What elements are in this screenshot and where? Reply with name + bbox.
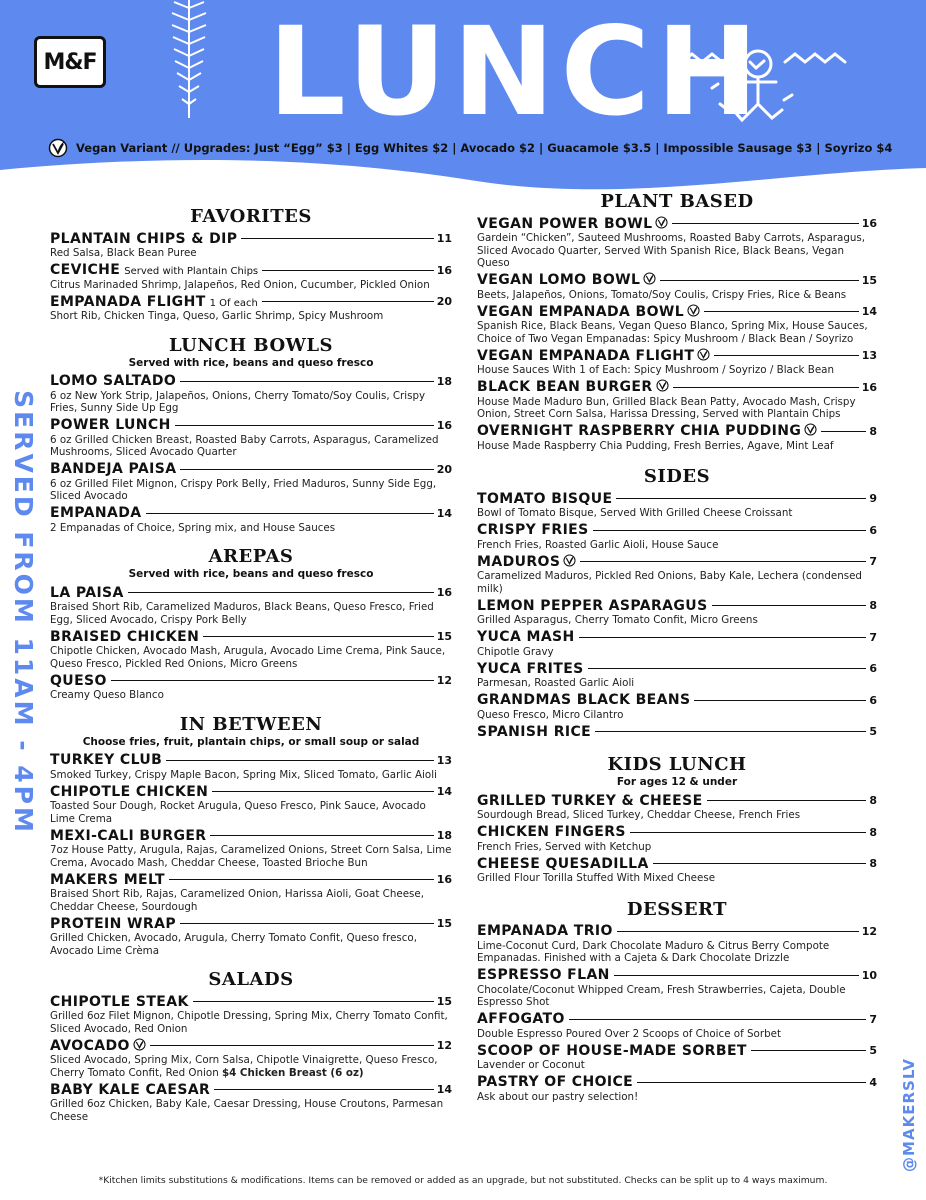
item-price: 15 bbox=[436, 630, 452, 643]
price-leader-line bbox=[569, 1019, 867, 1020]
price-leader-line bbox=[595, 731, 866, 732]
item-price: 7 bbox=[869, 1012, 877, 1026]
price-leader-line bbox=[193, 1001, 434, 1002]
item-description: House Made Maduro Bun, Grilled Black Bean Patty, Avocado Mash, Crispy Onion, Street Corn Salsa, Harissa Dressing, Served with Plantain Chips bbox=[477, 395, 856, 420]
price-leader-line bbox=[128, 592, 434, 593]
item-description: Grilled Asparagus, Cherry Tomato Confit, Micro Greens bbox=[477, 614, 758, 626]
item-description: 6 oz Grilled Filet Mignon, Crispy Pork Belly, Fried Maduros, Sunny Side Egg, Sliced Avocado bbox=[50, 477, 437, 502]
item-price: 9 bbox=[869, 492, 877, 505]
item-description: Queso Fresco, Micro Cilantro bbox=[477, 708, 624, 721]
item-name: YUCA MASH bbox=[477, 629, 575, 645]
menu-item bbox=[477, 723, 877, 740]
item-name: CHICKEN FINGERS bbox=[477, 824, 626, 840]
item-name: LEMON PEPPER ASPARAGUS bbox=[477, 597, 708, 614]
menu-section bbox=[50, 546, 452, 702]
item-price: 7 bbox=[869, 555, 877, 568]
price-leader-line bbox=[203, 636, 433, 637]
menu-item bbox=[477, 1011, 877, 1041]
item-price: 20 bbox=[436, 295, 452, 308]
item-description: Red Salsa, Black Bean Puree bbox=[50, 247, 197, 259]
menu-item bbox=[477, 855, 877, 885]
item-price: 7 bbox=[869, 630, 877, 644]
menu-item bbox=[50, 584, 452, 626]
menu-item bbox=[477, 824, 877, 854]
price-leader-line bbox=[111, 680, 434, 681]
item-description: Toasted Sour Dough, Rocket Arugula, Queso Fresco, Pink Sauce, Avocado Lime Crema bbox=[50, 800, 426, 825]
menu-item bbox=[50, 505, 452, 535]
item-description: Parmesan, Roasted Garlic Aioli bbox=[477, 677, 635, 689]
menu-section bbox=[477, 191, 877, 452]
vegan-leaf-icon bbox=[656, 379, 669, 392]
item-name: CHIPOTLE STEAK bbox=[50, 993, 189, 1010]
item-name: VEGAN POWER BOWL bbox=[477, 216, 668, 232]
item-name: TURKEY CLUB bbox=[50, 752, 163, 768]
item-description: French Fries, Served with Ketchup bbox=[477, 840, 652, 853]
menu-item bbox=[50, 915, 452, 957]
item-price: 15 bbox=[436, 995, 452, 1008]
menu-item bbox=[477, 692, 877, 722]
item-note: 1 Of each bbox=[209, 297, 258, 309]
menu-item bbox=[477, 1074, 877, 1104]
price-leader-line bbox=[660, 280, 858, 281]
price-leader-line bbox=[169, 879, 434, 880]
item-name: QUESO bbox=[50, 672, 107, 689]
page-title: LUNCH bbox=[268, 1, 765, 143]
menu-section bbox=[50, 714, 452, 958]
vegan-leaf-icon bbox=[48, 138, 68, 158]
item-description: Grilled Chicken, Avocado, Arugula, Cherry Tomato Confit, Queso fresco, Avocado Lime Crèma bbox=[50, 932, 417, 957]
menu-item bbox=[477, 490, 877, 520]
item-price: 6 bbox=[869, 662, 877, 675]
item-name: AVOCADO bbox=[50, 1038, 146, 1054]
item-description: Beets, Jalapeños, Onions, Tomato/Soy Coulis, Crispy Fries, Rice & Beans bbox=[477, 288, 847, 301]
item-price: 16 bbox=[436, 263, 452, 277]
menu-section bbox=[477, 466, 877, 740]
item-price: 12 bbox=[861, 924, 877, 938]
item-name: VEGAN EMPANADA FLIGHT bbox=[477, 348, 710, 364]
vegan-leaf-icon bbox=[655, 216, 668, 229]
menu-section bbox=[477, 899, 877, 1104]
item-name: PROTEIN WRAP bbox=[50, 915, 176, 932]
price-leader-line bbox=[614, 975, 859, 976]
item-price: 12 bbox=[436, 674, 452, 687]
section-title: SALADS bbox=[208, 969, 294, 990]
item-name: GRILLED TURKEY & CHEESE bbox=[477, 792, 703, 809]
price-leader-line bbox=[707, 800, 867, 801]
item-description: House Made Raspberry Chia Pudding, Fresh Berries, Agave, Mint Leaf bbox=[477, 439, 834, 452]
item-name: POWER LUNCH bbox=[50, 417, 171, 433]
item-price: 18 bbox=[436, 374, 452, 388]
item-name: TOMATO BISQUE bbox=[477, 490, 613, 507]
item-description: Chipotle Chicken, Avocado Mash, Arugula, Avocado Lime Crema, Pink Sauce, Queso Fresco, Pickled Red Onions, Micro Greens bbox=[50, 645, 446, 670]
price-leader-line bbox=[673, 387, 859, 388]
price-leader-line bbox=[821, 431, 866, 432]
item-name: LOMO SALTADO bbox=[50, 373, 177, 389]
menu-item bbox=[477, 1042, 877, 1072]
item-price: 8 bbox=[869, 794, 877, 807]
item-name: BRAISED CHICKEN bbox=[50, 628, 200, 645]
item-description: 6 oz Grilled Chicken Breast, Roasted Baby Carrots, Asparagus, Caramelized Mushrooms, Sliced Avocado Quarter bbox=[50, 433, 439, 458]
price-leader-line bbox=[672, 223, 858, 224]
item-name: SCOOP OF HOUSE-MADE SORBET bbox=[477, 1042, 747, 1059]
item-description: Braised Short Rib, Caramelized Maduros, Black Beans, Queso Fresco, Fried Egg, Sliced Avocado, Crispy Pork Belly bbox=[50, 601, 434, 626]
item-price: 14 bbox=[436, 1083, 452, 1096]
left-column bbox=[50, 206, 452, 1123]
item-price: 18 bbox=[436, 829, 452, 842]
menu-item bbox=[50, 752, 452, 782]
served-hours-banner bbox=[0, 390, 48, 835]
section-subtitle: Choose fries, fruit, plantain chips, or small soup or salad bbox=[82, 735, 420, 748]
item-price: 13 bbox=[436, 753, 452, 767]
item-name: MAKERS MELT bbox=[50, 871, 165, 888]
item-description: Chocolate/Coconut Whipped Cream, Fresh Strawberries, Cajeta, Double Espresso Shot bbox=[477, 983, 846, 1008]
item-price: 15 bbox=[861, 273, 877, 287]
section-subtitle: Served with rice, beans and queso fresco bbox=[128, 568, 374, 580]
item-name: LA PAISA bbox=[50, 584, 124, 601]
menu-item bbox=[477, 792, 877, 822]
menu-section bbox=[50, 969, 452, 1123]
item-price: 15 bbox=[436, 917, 452, 930]
item-price: 13 bbox=[861, 349, 877, 362]
price-leader-line bbox=[704, 311, 859, 312]
item-price: 5 bbox=[869, 725, 877, 738]
item-price: 16 bbox=[861, 380, 877, 394]
item-name: EMPANADA bbox=[50, 505, 142, 521]
section-title: AREPAS bbox=[208, 546, 294, 567]
item-name: YUCA FRITES bbox=[477, 660, 584, 677]
item-name: CHEESE QUESADILLA bbox=[477, 855, 649, 872]
section-title: DESSERT bbox=[626, 898, 728, 920]
item-price: 11 bbox=[436, 232, 452, 245]
item-description: Grilled 6oz Chicken, Baby Kale, Caesar Dressing, House Croutons, Parmesan Cheese bbox=[50, 1098, 444, 1123]
menu-item bbox=[50, 827, 452, 869]
menu-item bbox=[477, 347, 877, 377]
section-title: KIDS LUNCH bbox=[607, 754, 747, 775]
social-handle bbox=[892, 1060, 926, 1170]
section-title: SIDES bbox=[643, 466, 711, 487]
menu-item bbox=[477, 303, 877, 345]
price-leader-line bbox=[637, 1082, 866, 1083]
item-name: BANDEJA PAISA bbox=[50, 461, 177, 477]
item-price: 8 bbox=[869, 599, 877, 612]
item-description: French Fries, Roasted Garlic Aioli, House Sauce bbox=[477, 538, 719, 551]
price-leader-line bbox=[262, 301, 434, 302]
price-leader-line bbox=[180, 469, 433, 470]
item-name: CHIPOTLE CHICKEN bbox=[50, 783, 209, 800]
price-leader-line bbox=[580, 561, 866, 562]
menu-section bbox=[50, 206, 452, 323]
upgrades-text: Vegan Variant // Upgrades: Just “Egg” $3 | Egg Whites $2 | Avocado $2 | Guacamole $3.5 | Impossible Sausage $3 | Soyrizo $4 bbox=[76, 141, 893, 155]
item-name: SPANISH RICE bbox=[477, 723, 592, 740]
price-leader-line bbox=[210, 835, 433, 836]
item-price: 14 bbox=[861, 305, 877, 318]
item-price: 4 bbox=[869, 1075, 877, 1089]
menu-header bbox=[0, 0, 926, 205]
price-leader-line bbox=[241, 238, 433, 239]
menu-item bbox=[477, 553, 877, 595]
item-name: EMPANADA TRIO bbox=[477, 923, 613, 939]
item-price: 16 bbox=[861, 217, 877, 230]
price-leader-line bbox=[579, 637, 867, 638]
price-leader-line bbox=[694, 700, 866, 701]
price-leader-line bbox=[214, 1089, 433, 1090]
item-price: 6 bbox=[869, 693, 877, 707]
section-title: FAVORITES bbox=[190, 206, 312, 227]
item-price: 14 bbox=[436, 785, 452, 798]
item-name: VEGAN EMPANADA BOWL bbox=[477, 304, 700, 320]
item-name: BABY KALE CAESAR bbox=[50, 1081, 211, 1098]
item-name: VEGAN LOMO BOWL bbox=[477, 272, 656, 288]
item-description: House Sauces With 1 of Each: Spicy Mushroom / Soyrizo / Black Bean bbox=[477, 364, 834, 376]
vegan-leaf-icon bbox=[133, 1038, 146, 1051]
item-price: 5 bbox=[869, 1044, 877, 1057]
menu-item bbox=[477, 967, 877, 1009]
item-name: GRANDMAS BLACK BEANS bbox=[477, 692, 691, 708]
item-description: Creamy Queso Blanco bbox=[50, 689, 164, 701]
menu-item bbox=[50, 1037, 452, 1079]
item-description: Double Espresso Poured Over 2 Scoops of Choice of Sorbet bbox=[477, 1027, 781, 1040]
price-leader-line bbox=[617, 931, 859, 932]
item-price: 16 bbox=[436, 873, 452, 886]
price-leader-line bbox=[714, 355, 858, 356]
item-name: CEVICHE Served with Plantain Chips bbox=[50, 262, 259, 278]
menu-item bbox=[477, 379, 877, 421]
menu-item bbox=[477, 423, 877, 453]
item-note: Served with Plantain Chips bbox=[124, 266, 259, 277]
item-description: Sourdough Bread, Sliced Turkey, Cheddar Cheese, French Fries bbox=[477, 809, 801, 821]
vegan-leaf-icon bbox=[563, 554, 576, 567]
item-description: Spanish Rice, Black Beans, Vegan Queso Blanco, Spring Mix, House Sauces, Choice of Two Vegan Empanadas: Spicy Mushroom / Black Bean / Soyrizo bbox=[477, 320, 868, 345]
menu-item bbox=[477, 597, 877, 627]
item-name: OVERNIGHT RASPBERRY CHIA PUDDING bbox=[477, 423, 817, 439]
menu-item bbox=[50, 993, 452, 1035]
section-title: IN BETWEEN bbox=[179, 713, 323, 735]
item-description: Bowl of Tomato Bisque, Served With Grilled Cheese Croissant bbox=[477, 507, 793, 519]
menu-item bbox=[50, 871, 452, 913]
item-description: Caramelized Maduros, Pickled Red Onions, Baby Kale, Lechera (condensed milk) bbox=[477, 570, 862, 595]
section-title: LUNCH BOWLS bbox=[168, 334, 334, 356]
vegan-leaf-icon bbox=[804, 423, 817, 436]
menu-item bbox=[50, 628, 452, 670]
item-name: CRISPY FRIES bbox=[477, 522, 589, 538]
item-price: 16 bbox=[436, 586, 452, 599]
vegan-leaf-icon bbox=[687, 304, 700, 317]
item-description: Smoked Turkey, Crispy Maple Bacon, Spring Mix, Sliced Tomato, Garlic Aioli bbox=[50, 768, 437, 781]
item-price: 14 bbox=[436, 506, 452, 520]
price-leader-line bbox=[166, 760, 433, 761]
menu-item bbox=[477, 272, 877, 302]
menu-section bbox=[50, 335, 452, 535]
menu-item bbox=[477, 660, 877, 690]
item-upgrade: $4 Chicken Breast (6 oz) bbox=[222, 1066, 364, 1079]
price-leader-line bbox=[616, 498, 866, 499]
item-description: Gardein “Chicken”, Sauteed Mushrooms, Roasted Baby Carrots, Asparagus, Sliced Avocado Quarter, Served With Spanish Rice, Black Beans, Vegan Queso bbox=[477, 232, 866, 269]
price-leader-line bbox=[150, 1045, 434, 1046]
menu-item bbox=[477, 923, 877, 965]
item-description: Grilled 6oz Filet Mignon, Chipotle Dressing, Spring Mix, Cherry Tomato Confit, Sliced Avocado, Red Onion bbox=[50, 1010, 448, 1035]
item-description: 2 Empanadas of Choice, Spring mix, and House Sauces bbox=[50, 521, 336, 534]
menu-item bbox=[50, 262, 452, 292]
item-description: Citrus Marinaded Shrimp, Jalapeños, Red Onion, Cucumber, Pickled Onion bbox=[50, 278, 430, 291]
item-description: Ask about our pastry selection! bbox=[477, 1090, 639, 1103]
section-subtitle: For ages 12 & under bbox=[616, 776, 738, 788]
menu-item bbox=[50, 230, 452, 260]
price-leader-line bbox=[751, 1050, 866, 1051]
price-leader-line bbox=[146, 513, 434, 514]
section-title: PLANT BASED bbox=[600, 191, 754, 212]
item-description: 7oz House Patty, Arugula, Rajas, Caramelized Onions, Street Corn Salsa, Lime Crema, Avocado Mash, Cheddar Cheese, Toasted Brioche Bun bbox=[50, 844, 452, 869]
item-description: 6 oz New York Strip, Jalapeños, Onions, Cherry Tomato/Soy Coulis, Crispy Fries, Sunny Side Up Egg bbox=[50, 389, 426, 414]
price-leader-line bbox=[593, 530, 867, 531]
item-name: ESPRESSO FLAN bbox=[477, 967, 610, 983]
section-subtitle: Served with rice, beans and queso fresco bbox=[128, 356, 374, 369]
item-description: Sliced Avocado, Spring Mix, Corn Salsa, Chipotle Vinaigrette, Queso Fresco, Cherry Tomato Confit, Red Onion $4 Chicken Breast (6 oz) bbox=[50, 1054, 438, 1079]
item-description: Lime-Coconut Curd, Dark Chocolate Maduro & Citrus Berry Compote Empanadas. Finished with a Cajeta & Dark Chocolate Drizzle bbox=[477, 939, 830, 964]
right-column bbox=[477, 191, 877, 1103]
item-name: PASTRY OF CHOICE bbox=[477, 1074, 634, 1090]
item-price: 20 bbox=[436, 462, 452, 476]
item-description: Short Rib, Chicken Tinga, Queso, Garlic Shrimp, Spicy Mushroom bbox=[50, 310, 384, 322]
item-price: 8 bbox=[869, 424, 877, 438]
vegan-leaf-icon bbox=[643, 272, 656, 285]
menu-item bbox=[50, 672, 452, 702]
item-description: Grilled Flour Torilla Stuffed With Mixed Cheese bbox=[477, 872, 716, 884]
served-hours-text: SERVED FROM 11AM - 4PM bbox=[8, 390, 38, 835]
menu-item bbox=[477, 522, 877, 552]
item-name: AFFOGATO bbox=[477, 1011, 565, 1027]
footer-note: *Kitchen limits substitutions & modifications. Items can be removed or added as an upgrade, but not substituted. Checks can be split up to 4 ways maximum. bbox=[98, 1175, 828, 1186]
item-description: Braised Short Rib, Rajas, Caramelized Onion, Harissa Aioli, Goat Cheese, Cheddar Cheese, Sourdough bbox=[50, 888, 425, 913]
price-leader-line bbox=[262, 270, 434, 271]
menu-item bbox=[50, 373, 452, 415]
menu-item bbox=[50, 417, 452, 459]
item-price: 8 bbox=[869, 857, 877, 870]
item-name: MEXI-CALI BURGER bbox=[50, 827, 207, 844]
menu-section bbox=[477, 754, 877, 885]
item-price: 16 bbox=[436, 418, 452, 432]
price-leader-line bbox=[588, 668, 867, 669]
menu-item bbox=[50, 783, 452, 825]
brand-logo: M&F bbox=[34, 36, 106, 88]
item-name: PLANTAIN CHIPS & DIP bbox=[50, 230, 238, 247]
item-description: Lavender or Coconut bbox=[477, 1059, 585, 1071]
price-leader-line bbox=[180, 381, 434, 382]
price-leader-line bbox=[653, 863, 867, 864]
social-handle-text: @MAKERSLV bbox=[900, 1058, 918, 1172]
price-leader-line bbox=[180, 923, 434, 924]
price-leader-line bbox=[712, 605, 867, 606]
menu-item bbox=[50, 293, 452, 323]
item-price: 8 bbox=[869, 825, 877, 839]
price-leader-line bbox=[630, 832, 866, 833]
item-name: EMPANADA FLIGHT 1 Of each bbox=[50, 293, 258, 310]
item-price: 10 bbox=[861, 968, 877, 982]
menu-item bbox=[477, 629, 877, 659]
upgrades-bar bbox=[48, 138, 918, 158]
item-name: BLACK BEAN BURGER bbox=[477, 379, 669, 395]
vegan-leaf-icon bbox=[697, 348, 710, 361]
price-leader-line bbox=[175, 425, 434, 426]
menu-item bbox=[477, 215, 877, 270]
menu-item bbox=[50, 461, 452, 503]
item-price: 6 bbox=[869, 523, 877, 537]
item-name: MADUROS bbox=[477, 554, 576, 570]
menu-item bbox=[50, 1081, 452, 1123]
item-price: 12 bbox=[436, 1039, 452, 1052]
price-leader-line bbox=[212, 791, 433, 792]
item-description: Chipotle Gravy bbox=[477, 645, 554, 658]
